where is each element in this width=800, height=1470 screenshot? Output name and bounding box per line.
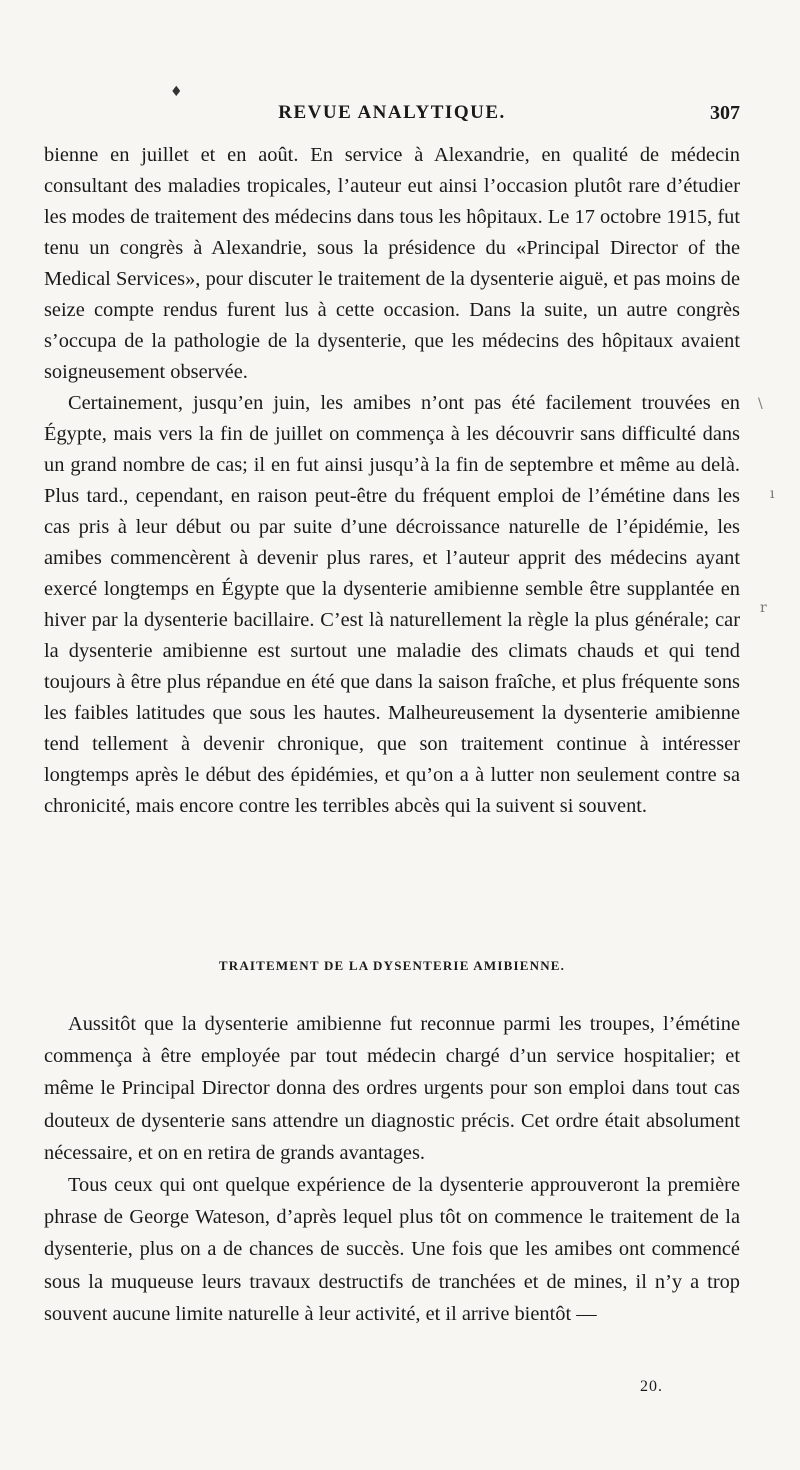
paragraph: Tous ceux qui ont quelque expérience de la dysenterie approuveront la première phrase de George Wateson, d’après lequel plus tôt on commence le traitement de la dysenterie, plus on a de chances de succès. Une fois que les amibes ont commencé sous la muqueuse leurs travaux destructifs de tranchées et de mines, il n’y a trop souvent aucune limite naturelle à leur activité, et il arrive bientôt — xyxy=(44,1174,740,1325)
margin-mark-icon: r xyxy=(760,600,767,616)
margin-mark-icon: \ xyxy=(758,396,763,412)
paragraph: bienne en juillet et en août. En service à Alexandrie, en qualité de médecin consultant des maladies tropicales, l’auteur eut ainsi l’occasion plutôt rare d’étudier les modes de traitement des médecins dans tous les hôpitaux. Le 17 octobre 1915, fut tenu un congrès à Alexandrie, sous la présidence du «Principal Director of the Medical Services», pour discuter le traitement de la dysenterie aiguë, et pas moins de seize compte rendus furent lus à cette occasion. Dans la suite, un autre congrès s’occupa de la pathologie de la dysenterie, que les médecins des hôpitaux avaient soigneusement observée. xyxy=(44,144,740,383)
body-text xyxy=(44,140,740,822)
ink-mark-icon: ♦ xyxy=(170,84,183,100)
section-heading: TRAITEMENT DE LA DYSENTERIE AMIBIENNE. xyxy=(218,958,566,973)
page-header xyxy=(44,102,740,132)
section-text xyxy=(44,1008,740,1330)
paragraph: Certainement, jusqu’en juin, les amibes n’ont pas été facilement trouvées en Égypte, mais vers la fin de juillet on commença à les découvrir sans difficulté dans un grand nombre de cas; il en fut ainsi jusqu’à la fin de septembre et même au delà. Plus tard., cependant, en raison peut-être du fréquent emploi de l’émétine dans les cas pris à leur début ou par suite d’une décroissance naturelle de l’épidémie, les amibes commencèrent à devenir plus rares, et l’auteur apprit des médecins ayant exercé longtemps en Égypte que la dysenterie amibienne semble être supplantée en hiver par la dysenterie bacillaire. C’est là naturellement la règle la plus générale; car la dysenterie amibienne est surtout une maladie des climats chauds et qui tend toujours à être plus répandue en été que dans la saison fraîche, et plus fréquente sons les faibles latitudes que sous les hautes. Malheureusement la dysenterie amibienne tend tellement à devenir chronique, que son traitement continue à intéresser longtemps après le début des épidémies, et qu’on a à lutter non seulement contre sa chronicité, mais encore contre les terribles abcès qui la suivent si souvent. xyxy=(44,392,740,817)
running-title: REVUE ANALYTIQUE. xyxy=(278,102,506,123)
paragraph: Aussitôt que la dysenterie amibienne fut reconnue parmi les troupes, l’émétine commença à être employée par tout médecin chargé d’un service hospitalier; et même le Principal Director donna des ordres urgents pour son emploi dans tout cas douteux de dysenterie sans attendre un diagnostic précis. Cet ordre était absolument nécessaire, et on en retira de grands avantages. xyxy=(44,1013,740,1164)
margin-mark-icon: ı xyxy=(770,486,775,502)
signature-mark: 20. xyxy=(640,1378,663,1395)
page-number: 307 xyxy=(710,102,740,124)
